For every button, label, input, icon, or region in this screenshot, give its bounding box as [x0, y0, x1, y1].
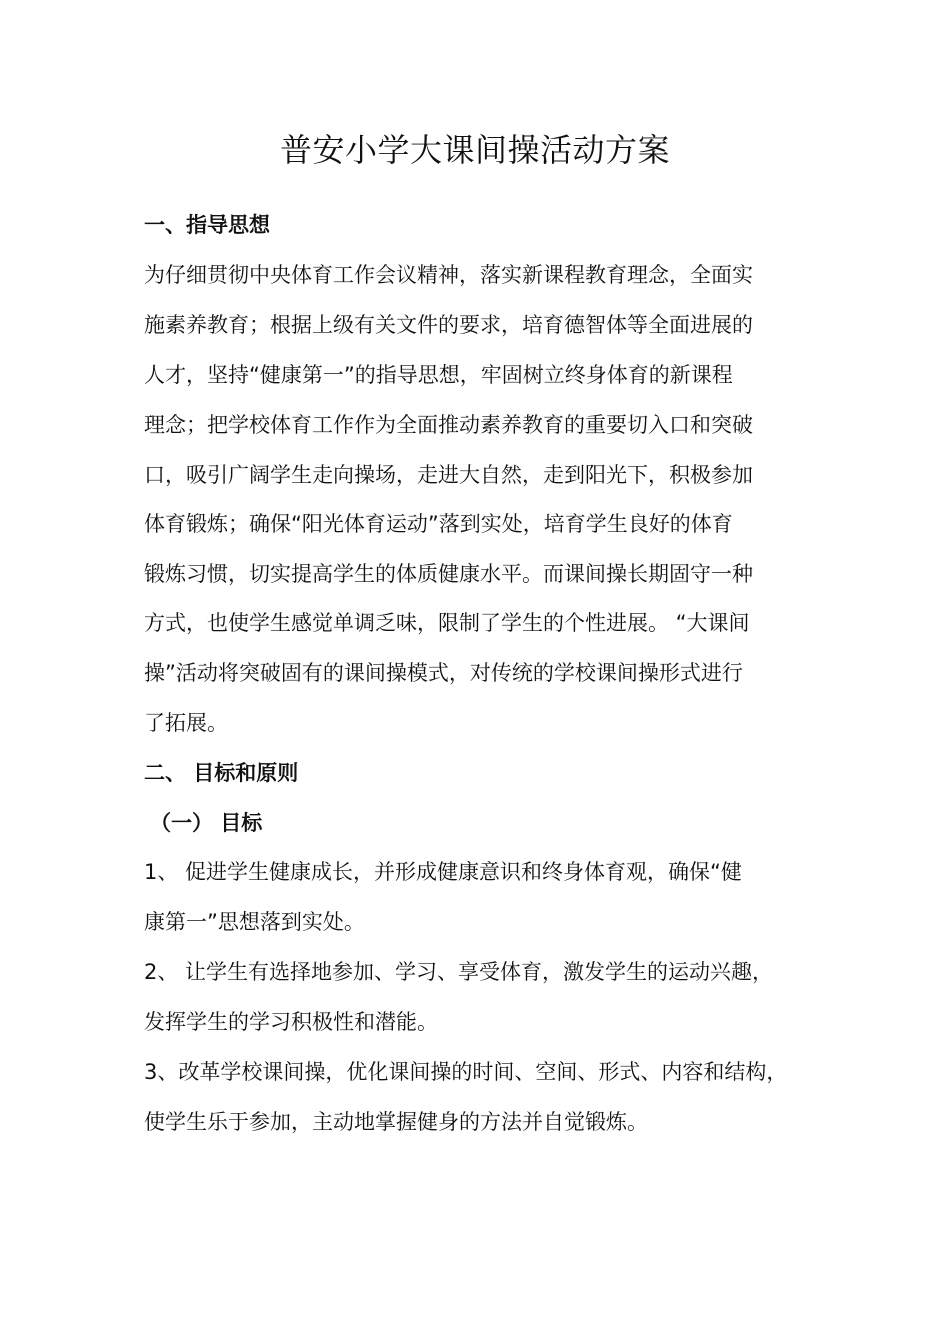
section-heading-goals-principles: 二、 目标和原则	[144, 761, 299, 785]
paragraph-line: 操”活动将突破固有的课间操模式，对传统的学校课间操形式进行	[144, 661, 743, 685]
list-item-line: 2、 让学生有选择地参加、学习、享受体育，激发学生的运动兴趣，	[144, 960, 774, 984]
list-item-line: 1、 促进学生健康成长，并形成健康意识和终身体育观，确保“健	[144, 860, 742, 884]
list-item-line: 康第一”思想落到实处。	[144, 910, 365, 934]
paragraph-line: 理念；把学校体育工作作为全面推动素养教育的重要切入口和突破	[144, 413, 753, 437]
paragraph-line: 了拓展。	[144, 711, 228, 735]
list-item-line: 发挥学生的学习积极性和潜能。	[144, 1010, 438, 1034]
paragraph-line: 锻炼习惯，切实提高学生的体质健康水平。而课间操长期固守一种	[144, 562, 753, 586]
list-item-line: 使学生乐于参加，主动地掌握健身的方法并自觉锻炼。	[144, 1110, 648, 1134]
list-item-line: 3、改革学校课间操，优化课间操的时间、空间、形式、内容和结构，	[144, 1060, 788, 1084]
document-title: 普安小学大课间操活动方案	[279, 131, 670, 169]
paragraph-line: 为仔细贯彻中央体育工作会议精神，落实新课程教育理念，全面实	[144, 263, 753, 287]
paragraph-line: 人才，坚持“健康第一”的指导思想，牢固树立终身体育的新课程	[144, 363, 733, 387]
paragraph-line: 施素养教育；根据上级有关文件的要求，培育德智体等全面进展的	[144, 313, 753, 337]
paragraph-line: 方式，也使学生感觉单调乏味，限制了学生的个性进展。 “大课间	[144, 611, 750, 635]
subsection-heading-goals: （一） 目标	[150, 811, 263, 835]
section-heading-guiding-ideology: 一、指导思想	[144, 213, 270, 237]
paragraph-line: 口，吸引广阔学生走向操场，走进大自然，走到阳光下，积极参加	[144, 463, 753, 487]
paragraph-line: 体育锻炼；确保“阳光体育运动”落到实处，培育学生良好的体育	[144, 512, 733, 536]
